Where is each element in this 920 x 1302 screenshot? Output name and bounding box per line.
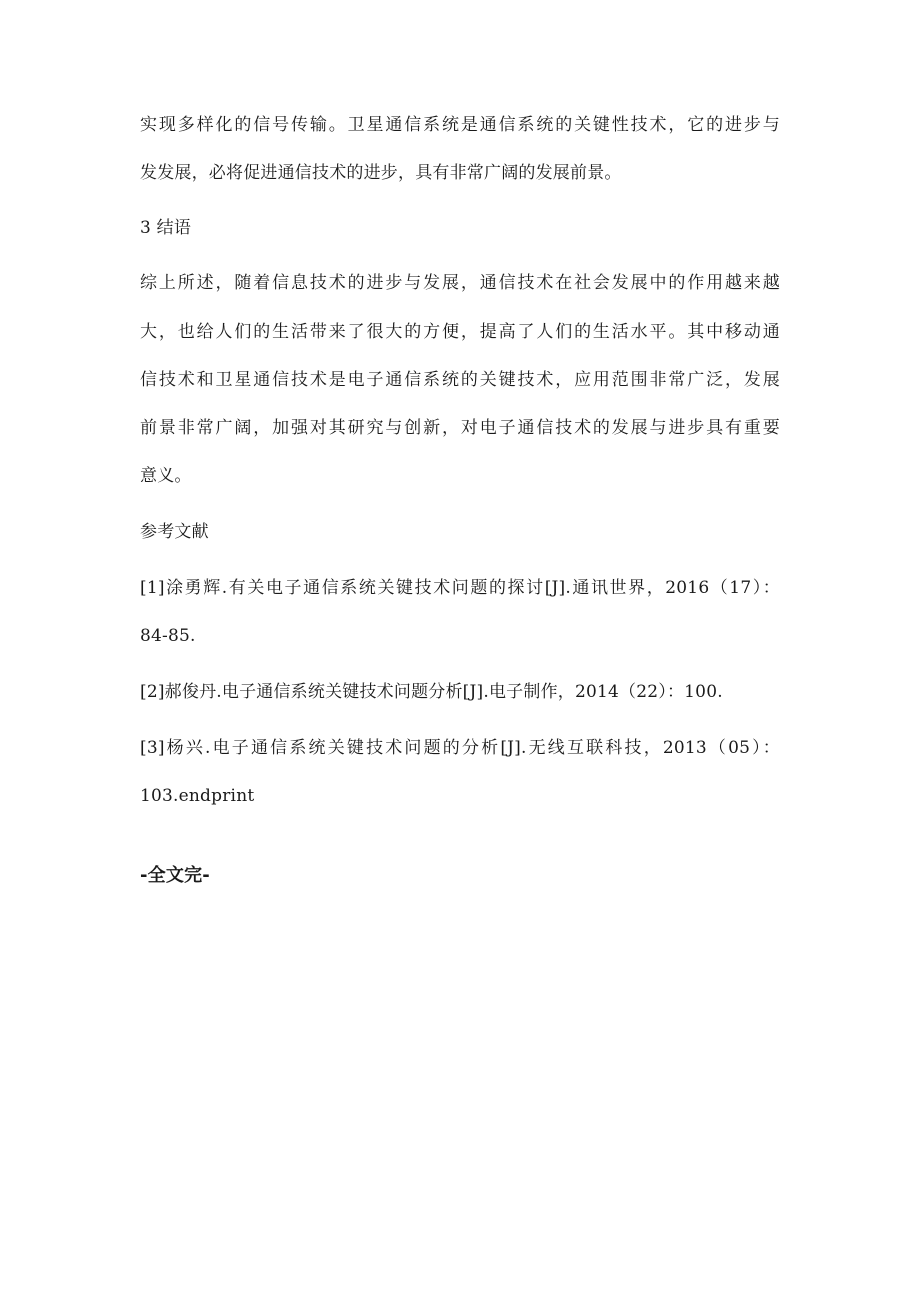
reference-item: [1]涂勇辉.有关电子通信系统关键技术问题的探讨[J].通讯世界，2016（17）： (140, 578, 780, 598)
paragraph-line: 前景非常广阔，加强对其研究与创新，对电子通信技术的发展与进步具有重要 (140, 418, 780, 438)
section-heading-conclusion: 3 结语 (140, 218, 192, 238)
reference-item-continued: 84-85. (140, 626, 196, 646)
reference-item-continued: 103.endprint (140, 786, 255, 806)
paragraph-line: 实现多样化的信号传输。卫星通信系统是通信系统的关键性技术，它的进步与 (140, 115, 780, 135)
section-heading-references: 参考文献 (140, 522, 209, 542)
paragraph-line: 大，也给人们的生活带来了很大的方便，提高了人们的生活水平。其中移动通 (140, 322, 780, 342)
reference-item: [3]杨兴.电子通信系统关键技术问题的分析[J].无线互联科技，2013（05）： (140, 738, 780, 758)
end-of-document-mark: -全文完- (140, 865, 210, 886)
paragraph-line: 意义。 (140, 466, 192, 486)
paragraph-line: 信技术和卫星通信技术是电子通信系统的关键技术，应用范围非常广泛，发展 (140, 370, 780, 390)
paragraph-line: 发发展，必将促进通信技术的进步，具有非常广阔的发展前景。 (140, 163, 622, 183)
paragraph-line: 综上所述，随着信息技术的进步与发展，通信技术在社会发展中的作用越来越 (140, 273, 780, 293)
reference-item: [2]郝俊丹.电子通信系统关键技术问题分析[J].电子制作，2014（22）：100. (140, 682, 723, 702)
